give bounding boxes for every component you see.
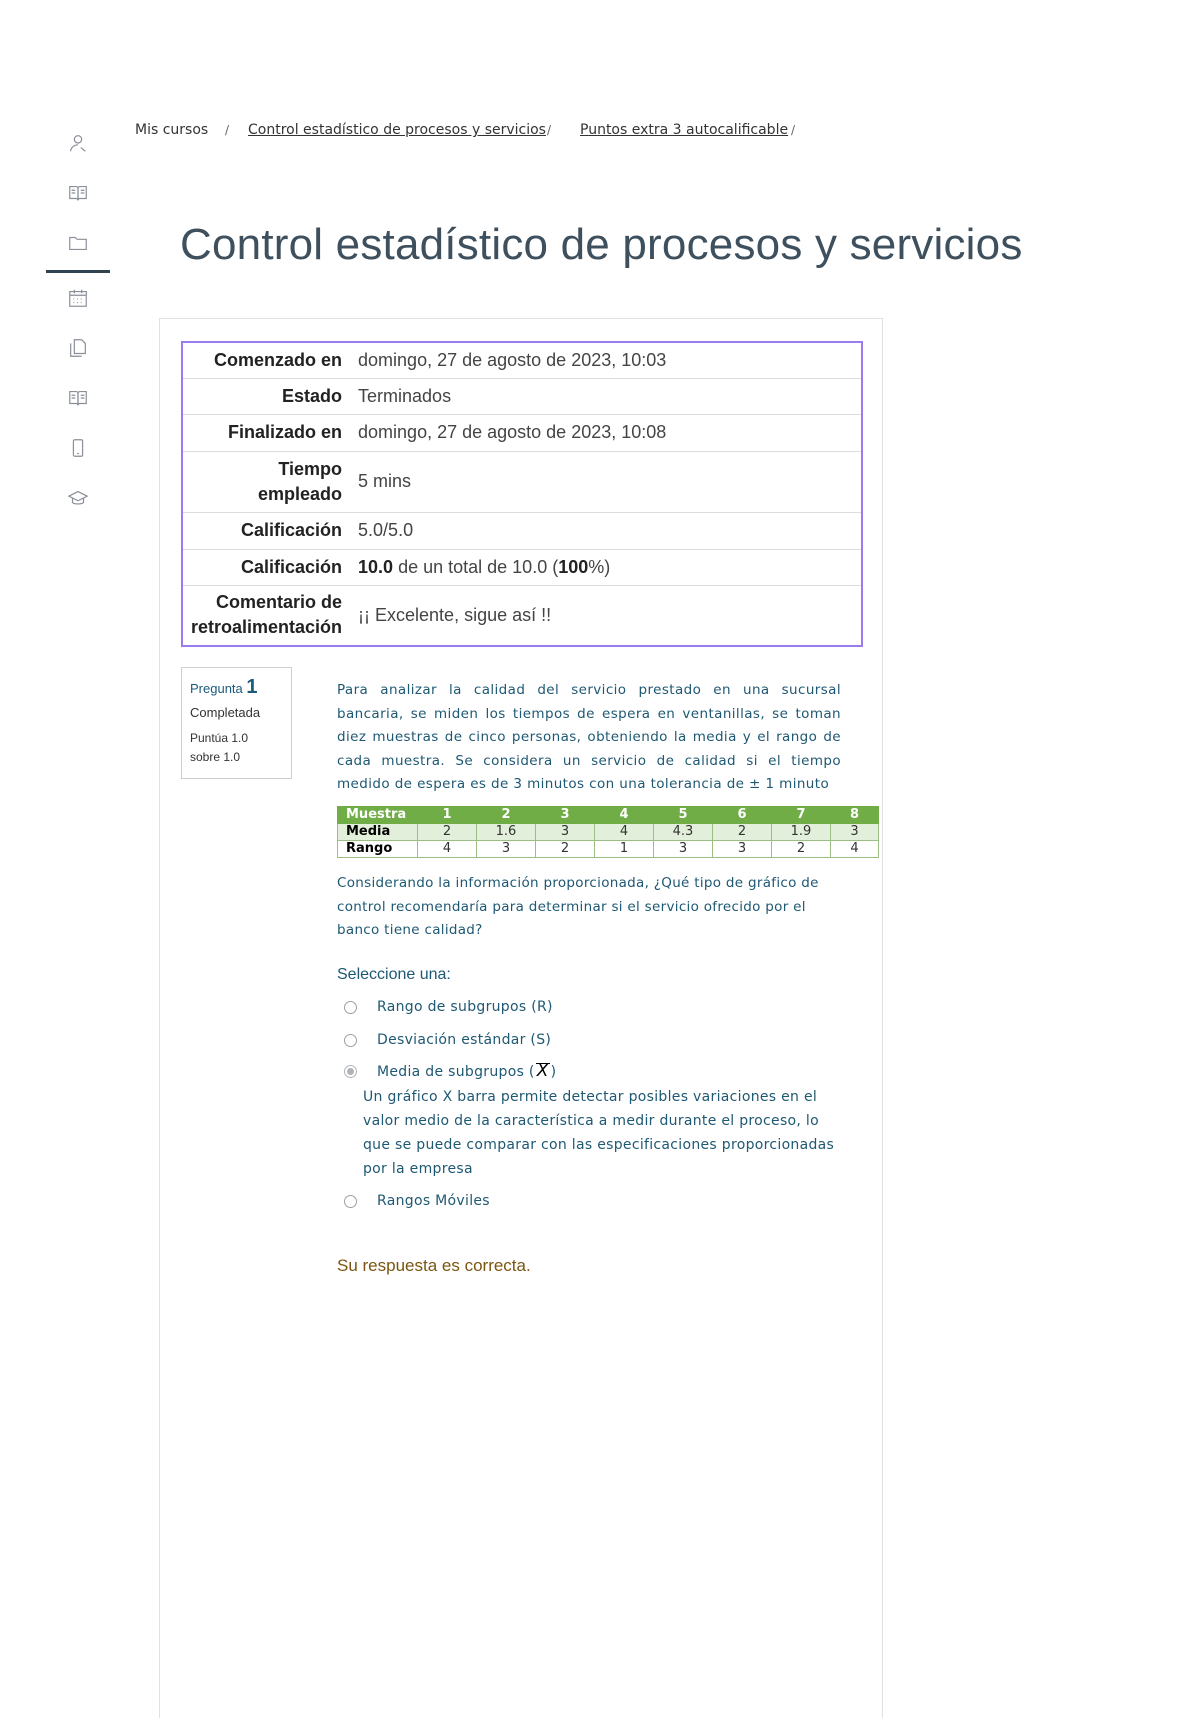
table-row-label: Media xyxy=(338,824,418,841)
table-cell: 2 xyxy=(418,824,477,841)
answer-option-selected[interactable] xyxy=(344,1063,556,1080)
summary-label: Finalizado en xyxy=(182,414,350,451)
summary-label: Estado xyxy=(182,378,350,414)
table-cell: 2 xyxy=(536,841,595,858)
table-cell: 4.3 xyxy=(654,824,713,841)
table-header-cell: Muestra xyxy=(338,807,418,824)
breadcrumb-separator: / xyxy=(547,123,552,137)
x-bar-symbol: X xyxy=(536,1061,549,1081)
radio-button[interactable] xyxy=(344,1195,357,1208)
summary-value: domingo, 27 de agosto de 2023, 10:08 xyxy=(350,414,862,451)
table-header-cell: 4 xyxy=(595,807,654,824)
user-icon[interactable] xyxy=(46,123,110,163)
summary-row-state xyxy=(182,378,862,414)
sample-data-table xyxy=(337,806,879,858)
rail-active-indicator xyxy=(46,270,110,273)
summary-value: 5.0/5.0 xyxy=(350,512,862,549)
table-cell: 1 xyxy=(595,841,654,858)
answer-prompt: Seleccione una: xyxy=(337,966,451,983)
question-grade-line: sobre 1.0 xyxy=(190,750,241,764)
question-state: Completada xyxy=(190,705,261,720)
folder-icon[interactable] xyxy=(46,223,110,263)
answer-option-label xyxy=(377,1063,556,1080)
table-header-cell: 1 xyxy=(418,807,477,824)
summary-label: Calificación xyxy=(182,512,350,549)
table-header-cell: 8 xyxy=(831,807,879,824)
table-cell: 1.9 xyxy=(772,824,831,841)
summary-value: 5 mins xyxy=(350,451,862,512)
summary-value: domingo, 27 de agosto de 2023, 10:03 xyxy=(358,349,667,370)
summary-row-grade xyxy=(182,549,862,585)
question-grade xyxy=(190,729,283,767)
question-info-box xyxy=(181,667,292,779)
table-header-cell: 5 xyxy=(654,807,713,824)
grade-total-text: de un total de 10.0 ( xyxy=(393,556,559,577)
radio-button[interactable] xyxy=(344,1001,357,1014)
table-cell: 3 xyxy=(536,824,595,841)
answer-option-label: Desviación estándar (S) xyxy=(377,1032,552,1048)
grade-percent-suffix: %) xyxy=(588,556,611,577)
summary-row-finished xyxy=(182,414,862,451)
question-label: Pregunta xyxy=(190,681,243,696)
table-cell: 4 xyxy=(595,824,654,841)
grade-value: 10.0 xyxy=(358,556,394,577)
question-text: Para analizar la calidad del servicio prestado en una sucursal bancaria, se miden los tiempos de espera en ventanillas, se toman diez muestras de cinco personas, obteniendo la media y el rango de cada muestra. Se considera un servicio de calidad si el tiempo medido de espera es de 3 minutos con una tolerancia de ± 1 minuto xyxy=(337,682,841,792)
result-message: Su respuesta es correcta. xyxy=(337,1256,531,1275)
page-title: Control estadístico de procesos y servicios xyxy=(180,220,1023,269)
breadcrumb-item-course[interactable]: Control estadístico de procesos y servicios xyxy=(248,122,546,138)
phone-icon[interactable] xyxy=(46,428,110,468)
table-cell: 3 xyxy=(713,841,772,858)
answer-option[interactable] xyxy=(344,999,553,1015)
table-cell: 3 xyxy=(654,841,713,858)
radio-button-checked[interactable] xyxy=(344,1065,357,1078)
summary-label: Calificación xyxy=(182,549,350,585)
summary-value: Terminados xyxy=(350,378,862,414)
table-cell: 4 xyxy=(831,841,879,858)
book-icon[interactable] xyxy=(46,173,110,213)
summary-value: ¡¡ Excelente, sigue así !! xyxy=(350,585,862,646)
answer-option[interactable] xyxy=(344,1193,490,1209)
graduation-cap-icon[interactable] xyxy=(46,478,110,518)
question-number xyxy=(190,676,283,699)
summary-label: Tiempo empleado xyxy=(182,451,350,512)
calendar-icon[interactable] xyxy=(46,278,110,318)
summary-label: Comenzado en xyxy=(214,349,343,370)
table-row-label: Rango xyxy=(338,841,418,858)
grade-percent: 100 xyxy=(558,556,589,577)
breadcrumb-separator: / xyxy=(791,123,796,137)
table-cell: 4 xyxy=(418,841,477,858)
table-header-cell: 6 xyxy=(713,807,772,824)
table-header-cell: 2 xyxy=(477,807,536,824)
table-header-cell: 7 xyxy=(772,807,831,824)
answer-option[interactable] xyxy=(344,1032,551,1048)
table-cell: 3 xyxy=(831,824,879,841)
question-grade-line: Puntúa 1.0 xyxy=(190,731,249,745)
documents-icon[interactable] xyxy=(46,328,110,368)
option-feedback: Un gráfico X barra permite detectar posibles variaciones en el valor medio de la característica a medir durante el proceso, lo que se puede comparar con las especificaciones proporcionadas por la empresa xyxy=(363,1089,835,1177)
answer-option-label: Rango de subgrupos (R) xyxy=(377,999,553,1015)
book-open-icon[interactable] xyxy=(46,378,110,418)
summary-row-time-taken xyxy=(182,451,862,512)
table-row xyxy=(338,841,879,858)
table-header-cell: 3 xyxy=(536,807,595,824)
table-cell: 2 xyxy=(772,841,831,858)
summary-row-started xyxy=(182,342,862,378)
answer-option-label-text: ) xyxy=(550,1064,557,1080)
summary-label: Comentario de retroalimentación xyxy=(182,585,350,646)
answer-option-label-text: Media de subgrupos ( xyxy=(377,1064,535,1080)
table-cell: 1.6 xyxy=(477,824,536,841)
question-text-followup: Considerando la información proporcionada, ¿Qué tipo de gráfico de control recomendaría para determinar si el servicio ofrecido por el banco tiene calidad? xyxy=(337,875,819,938)
breadcrumb-separator: / xyxy=(225,123,230,137)
breadcrumb-item-quiz[interactable]: Puntos extra 3 autocalificable xyxy=(580,122,789,138)
table-row xyxy=(338,824,879,841)
question-number-value: 1 xyxy=(246,676,258,698)
summary-row-marks xyxy=(182,512,862,549)
table-cell: 2 xyxy=(713,824,772,841)
summary-value xyxy=(350,549,862,585)
summary-row-feedback xyxy=(182,585,862,646)
breadcrumb-item-mis-cursos[interactable]: Mis cursos xyxy=(135,122,209,138)
table-header-row xyxy=(338,807,879,824)
attempt-summary-table xyxy=(181,341,863,647)
radio-button[interactable] xyxy=(344,1034,357,1047)
table-cell: 3 xyxy=(477,841,536,858)
answer-option-label: Rangos Móviles xyxy=(377,1193,490,1209)
